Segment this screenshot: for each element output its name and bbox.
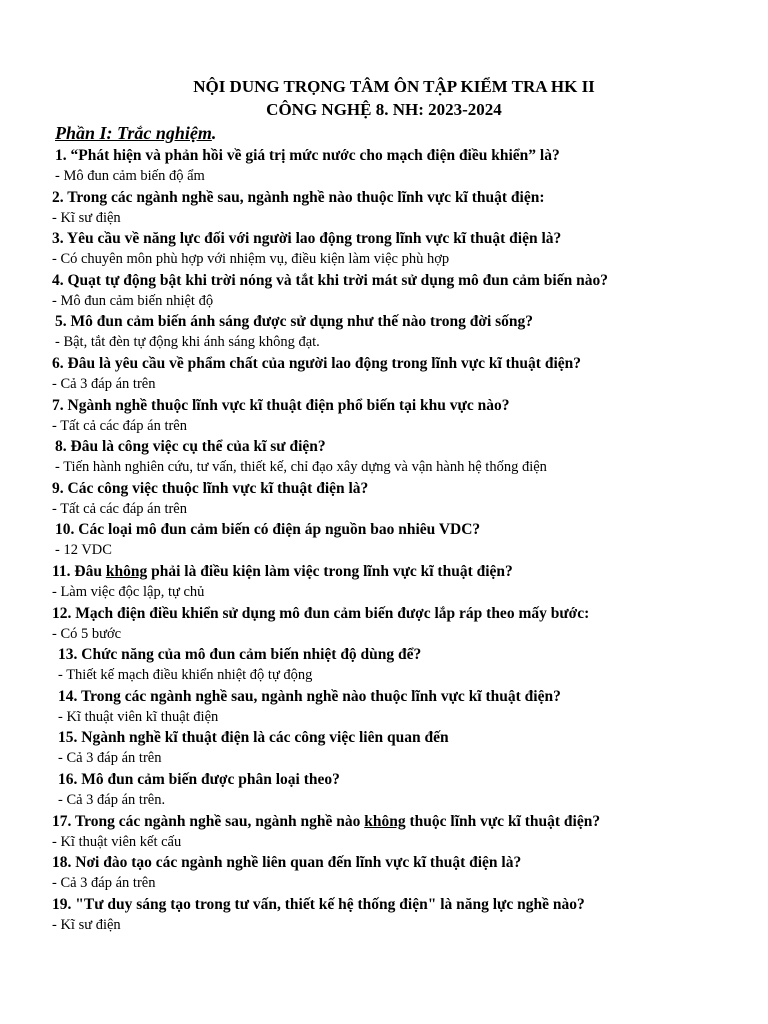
question-item [0, 520, 768, 562]
answer-text: - Kĩ sư điện [52, 916, 121, 933]
answer-text: - Có chuyên môn phù hợp với nhiệm vụ, điều kiện làm việc phù hợp [52, 251, 450, 268]
answer-text: - Cả 3 đáp án trên [52, 875, 156, 892]
question-item [0, 645, 768, 687]
question-text: 5. Mô đun cảm biến ánh sáng được sử dụng như thế nào trong đời sống? [55, 313, 534, 331]
section-heading-suffix: . [211, 123, 217, 143]
question-text: 8. Đâu là công việc cụ thể của kĩ sư điện? [55, 438, 326, 456]
question-text: 6. Đâu là yêu cầu về phẩm chất của người lao động trong lĩnh vực kĩ thuật điện? [52, 354, 582, 372]
question-text: 7. Ngành nghề thuộc lĩnh vực kĩ thuật điện phổ biến tại khu vực nào? [52, 396, 510, 414]
question-item [0, 437, 768, 479]
answer-text: - Thiết kế mạch điều khiển nhiệt độ tự động [58, 667, 313, 684]
answer-text: - Kĩ sư điện [52, 209, 121, 226]
question-item [0, 229, 768, 271]
question-text-part: 17. Trong các ngành nghề sau, ngành nghề nào [52, 812, 365, 830]
question-item [0, 188, 768, 230]
answer-text: - Mô đun cảm biến độ ẩm [55, 168, 205, 184]
question-emphasis-word: không [105, 562, 148, 580]
answer-text: - Cả 3 đáp án trên [58, 750, 162, 767]
question-text-part: 11. Đâu [52, 562, 106, 580]
question-item [0, 604, 768, 646]
answer-text: - Mô đun cảm biến nhiệt độ [52, 292, 214, 309]
question-item [0, 396, 768, 438]
question-text [0, 812, 768, 832]
question-item [0, 770, 768, 812]
question-answer-list [0, 146, 768, 936]
answer-text: - Cả 3 đáp án trên. [58, 791, 166, 808]
answer-text: - Tất cả các đáp án trên [52, 500, 187, 517]
question-item [0, 146, 768, 188]
answer-text: - Làm việc độc lập, tự chủ [52, 583, 205, 600]
question-item [0, 312, 768, 354]
answer-text: - Kĩ thuật viên kết cấu [52, 833, 182, 850]
question-item [0, 853, 768, 895]
question-text: 2. Trong các ngành nghề sau, ngành nghề nào thuộc lĩnh vực kĩ thuật điện: [52, 188, 545, 206]
question-text: 15. Ngành nghề kĩ thuật điện là các công việc liên quan đến [58, 729, 449, 747]
answer-text: - 12 VDC [55, 542, 112, 559]
document-title-line-1: NỘI DUNG TRỌNG TÂM ÔN TẬP KIỂM TRA HK II [193, 77, 595, 96]
question-text: 3. Yêu cầu về năng lực đối với người lao động trong lĩnh vực kĩ thuật điện là? [52, 230, 562, 248]
question-item [0, 812, 768, 854]
question-text: 13. Chức năng của mô đun cảm biến nhiệt độ dùng để? [58, 646, 422, 664]
question-text: 10. Các loại mô đun cảm biến có điện áp nguồn bao nhiêu VDC? [55, 521, 481, 539]
answer-text: - Cả 3 đáp án trên [52, 375, 156, 392]
answer-text: - Có 5 bước [52, 625, 122, 642]
question-item [0, 687, 768, 729]
question-item [0, 562, 768, 604]
section-heading [55, 122, 216, 144]
question-text-part: phải là điều kiện làm việc trong lĩnh vực kĩ thuật điện? [147, 562, 513, 580]
question-text: 19. "Tư duy sáng tạo trong tư vấn, thiết kế hệ thống điện" là năng lực nghề nào? [52, 895, 585, 913]
document-title-line-2: CÔNG NGHỆ 8. NH: 2023-2024 [266, 100, 502, 119]
question-item [0, 479, 768, 521]
answer-text: - Tất cả các đáp án trên [52, 417, 187, 434]
question-emphasis-word: không [364, 812, 406, 830]
question-item [0, 895, 768, 937]
answer-text: - Kĩ thuật viên kĩ thuật điện [58, 708, 219, 725]
question-text: 12. Mạch điện điều khiển sử dụng mô đun cảm biến được lắp ráp theo mấy bước: [52, 604, 590, 622]
question-text [0, 562, 768, 582]
question-text: 14. Trong các ngành nghề sau, ngành nghề nào thuộc lĩnh vực kĩ thuật điện? [58, 687, 561, 705]
section-heading-text: Phần I: Trắc nghiệm [55, 123, 212, 143]
question-text: 18. Nơi đào tạo các ngành nghề liên quan đến lĩnh vực kĩ thuật điện là? [52, 854, 522, 872]
question-text: 16. Mô đun cảm biến được phân loại theo? [58, 770, 340, 788]
answer-text: - Bật, tắt đèn tự động khi ánh sáng không đạt. [55, 334, 320, 351]
question-text-part: thuộc lĩnh vực kĩ thuật điện? [405, 812, 601, 830]
question-item [0, 271, 768, 313]
question-item [0, 728, 768, 770]
question-text: 4. Quạt tự động bật khi trời nóng và tắt khi trời mát sử dụng mô đun cảm biến nào? [52, 271, 608, 289]
question-text: 1. “Phát hiện và phản hồi về giá trị mức nước cho mạch điện điều khiển” là? [55, 147, 560, 164]
question-item [0, 354, 768, 396]
question-text: 9. Các công việc thuộc lĩnh vực kĩ thuật điện là? [52, 479, 369, 497]
answer-text: - Tiến hành nghiên cứu, tư vấn, thiết kế, chỉ đạo xây dựng và vận hành hệ thống điện [55, 459, 547, 476]
